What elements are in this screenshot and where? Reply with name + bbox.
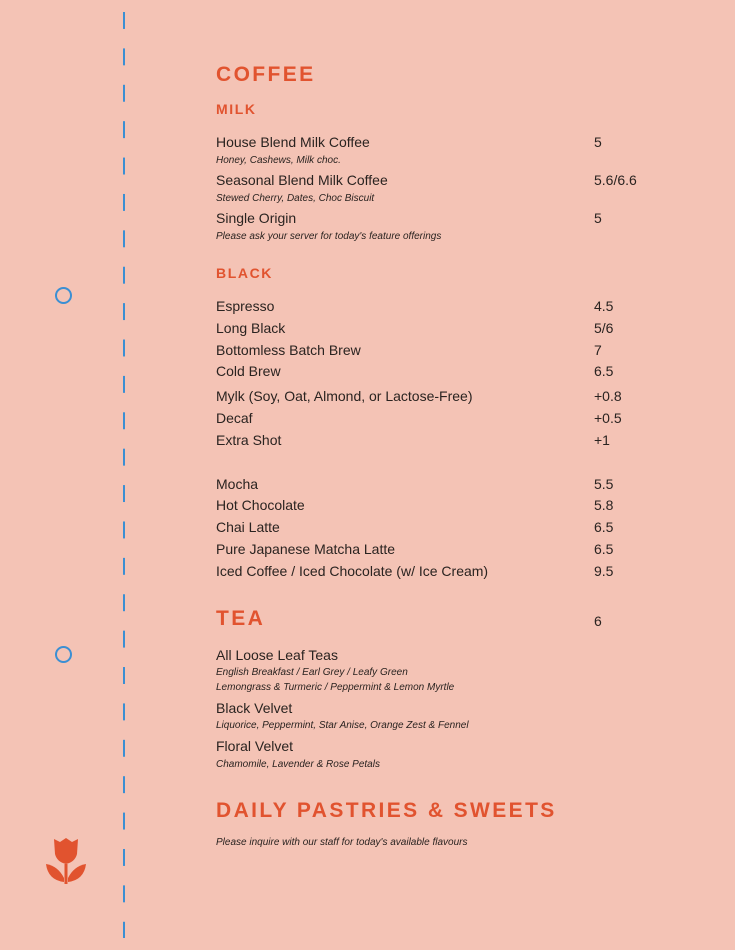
menu-item-name: Pure Japanese Matcha Latte	[216, 541, 396, 557]
flower-logo-icon	[44, 836, 88, 886]
menu-item-desc: English Breakfast / Earl Grey / Leafy Green	[216, 667, 408, 678]
menu-item-name: Single Origin	[216, 210, 297, 226]
menu-item-price: 5.5	[594, 476, 614, 492]
menu-item-name: Decaf	[216, 410, 253, 426]
menu-item-name: Cold Brew	[216, 363, 281, 379]
menu-item-desc: Honey, Cashews, Milk choc.	[216, 155, 341, 166]
menu-item-price: 6.5	[594, 363, 614, 379]
menu-item-name: All Loose Leaf Teas	[216, 647, 338, 663]
menu-item-price: +1	[594, 432, 610, 448]
menu-item-price: 9.5	[594, 563, 614, 579]
menu-item-price: 5	[594, 134, 602, 150]
menu-item-name: Chai Latte	[216, 519, 280, 535]
menu-item-price: 5.6/6.6	[594, 172, 637, 188]
menu-item-name: Espresso	[216, 298, 275, 314]
milk-subheading: MILK	[216, 101, 257, 117]
menu-item-desc: Chamomile, Lavender & Rose Petals	[216, 759, 380, 770]
menu-item-name: House Blend Milk Coffee	[216, 134, 370, 150]
menu-item-name: Black Velvet	[216, 700, 293, 716]
menu-item-desc: Lemongrass & Turmeric / Peppermint & Lemon Myrtle	[216, 682, 455, 693]
menu-item-name: Hot Chocolate	[216, 497, 305, 513]
menu-item-price: 7	[594, 342, 602, 358]
menu-item-name: Long Black	[216, 320, 286, 336]
black-subheading: BLACK	[216, 265, 273, 281]
menu-item-name: Mocha	[216, 476, 259, 492]
menu-item-desc: Please ask your server for today's feature offerings	[216, 231, 442, 242]
menu-item-name: Iced Coffee / Iced Chocolate (w/ Ice Cream)	[216, 563, 489, 579]
menu-item-price: 5/6	[594, 320, 614, 336]
menu-item-price: +0.5	[594, 410, 622, 426]
menu-item-price: 6.5	[594, 541, 614, 557]
menu-item-price: 5	[594, 210, 602, 226]
menu-item-price: 6.5	[594, 519, 614, 535]
tea-heading: TEA	[216, 607, 266, 630]
menu-item-name: Extra Shot	[216, 432, 282, 448]
menu-item-desc: Liquorice, Peppermint, Star Anise, Orange Zest & Fennel	[216, 720, 469, 731]
menu-item-desc: Stewed Cherry, Dates, Choc Biscuit	[216, 193, 375, 204]
binder-hole-icon	[55, 646, 72, 663]
menu-item-name: Mylk (Soy, Oat, Almond, or Lactose-Free)	[216, 388, 473, 404]
menu-item-name: Floral Velvet	[216, 738, 294, 754]
tea-price: 6	[594, 613, 602, 629]
menu-item-price: +0.8	[594, 388, 622, 404]
binder-hole-icon	[55, 287, 72, 304]
menu-item-name: Seasonal Blend Milk Coffee	[216, 172, 388, 188]
pastries-note: Please inquire with our staff for today's available flavours	[216, 837, 468, 848]
binder-dashed-line	[123, 12, 125, 938]
pastries-heading: DAILY PASTRIES & SWEETS	[216, 799, 557, 822]
menu-item-price: 5.8	[594, 497, 614, 513]
menu-item-price: 4.5	[594, 298, 614, 314]
menu-item-name: Bottomless Batch Brew	[216, 342, 361, 358]
coffee-heading: COFFEE	[216, 63, 316, 86]
